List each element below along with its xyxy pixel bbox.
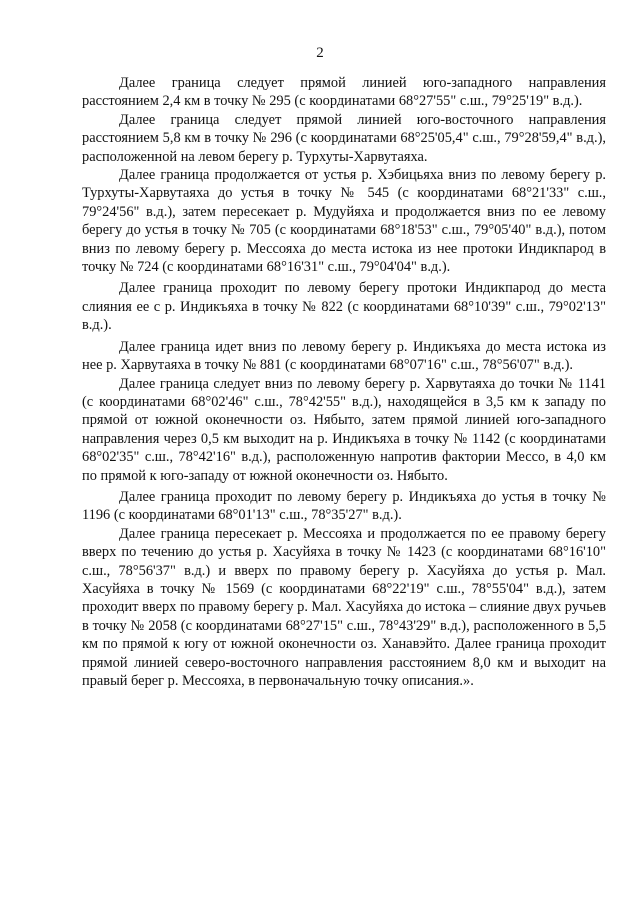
paragraph-boundary-1423-2058: Далее граница пересекает р. Мессояха и продолжается по ее правому берегу вверх по течению до устья р. Хасуйяха в точку № 1423 (с координатами 68°16'10" с.ш., 78°56'37" в.д.) и вверх по правому берегу р. Хасуйяха до устья р. Мал. Хасуйяха в точку № 1569 (с координатами 68°22'19" с.ш., 78°55'04" в.д.), затем проходит вверх по правому берегу р. Мал. Хасуйяха до истока – слияние двух ручьев в точку № 2058 (с координатами 68°27'15" с.ш., 78°43'29" в.д.), расположенного в 5,5 км по прямой к югу от южной оконечности оз. Ханавэйто. Далее граница проходит прямой линией северо-восточного направления расстоянием 8,0 км и выходит на правый берег р. Мессояха, в первоначальную точку описания.». <box>82 525 606 689</box>
paragraph-boundary-545-724: Далее граница продолжается от устья р. Хэбицьяха вниз по левому берегу р. Турхуты-Харвутаяха до устья в точку № 545 (с координатами 68°21'33" с.ш., 79°24'56" в.д.), затем пересекает р. Мудуйяха и продолжается вниз по ее левому берегу до устья в точку № 705 (с координатами 68°18'53" с.ш., 79°05'40" в.д.), потом вниз по левому берегу р. Мессояха до места истока из нее протоки Индикпарод в точку № 724 (с координатами 68°16'31" с.ш., 79°04'04" в.д.). <box>82 167 606 276</box>
paragraph-boundary-822: Далее граница проходит по левому берегу протоки Индикпарод до места слияния ее с р. Индикъяха в точку № 822 (с координатами 68°10'39" с.ш., 79°02'13" в.д.). <box>82 280 606 334</box>
paragraph-boundary-1141-1142: Далее граница следует вниз по левому берегу р. Харвутаяха до точки № 1141 (с координатами 68°02'46" с.ш., 78°42'55" в.д.), находящейся в 3,5 км к западу по прямой от южной оконечности оз. Нябыто, затем прямой линией юго-западного направления через 0,5 км выходит на р. Индикъяха в точку № 1142 (с координатами 68°02'35" с.ш., 78°42'16" в.д.), расположенную напротив фактории Мессо, в 4,0 км по прямой к юго-западу от южной оконечности оз. Нябыто. <box>82 375 606 484</box>
paragraph-boundary-296: Далее граница следует прямой линией юго-восточного направления расстоянием 5,8 км в точку № 296 (с координатами 68°25'05,4" с.ш., 79°28'59,4" в.д.), расположенной на левом берегу р. Турхуты-Харвутаяха. <box>82 111 606 165</box>
document-body <box>82 74 606 690</box>
paragraph-boundary-1196: Далее граница проходит по левому берегу р. Индикъяха до устья в точку № 1196 (с координатами 68°01'13" с.ш., 78°35'27" в.д.). <box>82 488 606 524</box>
paragraph-boundary-295: Далее граница следует прямой линией юго-западного направления расстоянием 2,4 км в точку № 295 (с координатами 68°27'55" с.ш., 79°25'19" в.д.). <box>82 75 606 110</box>
page-number: 2 <box>316 45 324 61</box>
paragraph-boundary-881: Далее граница идет вниз по левому берегу р. Индикъяха до места истока из нее р. Харвутаяха в точку № 881 (с координатами 68°07'16" с.ш., 78°56'07" в.д.). <box>82 338 606 374</box>
